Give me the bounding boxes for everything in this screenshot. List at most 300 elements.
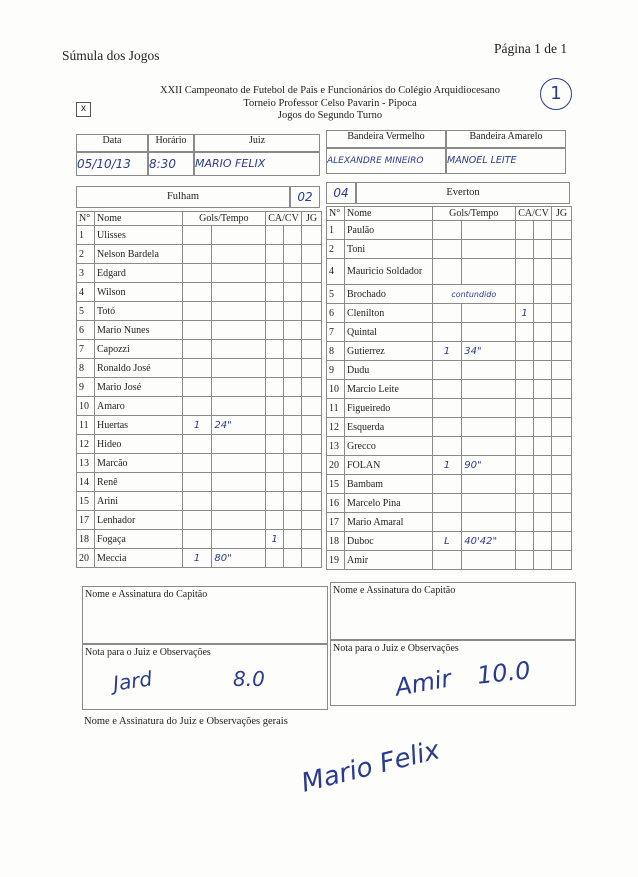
document-title: Súmula dos Jogos [62,48,160,63]
player-goals [182,359,212,378]
player-goal-time [462,361,516,380]
player-row [327,532,572,551]
player-goals [432,323,462,342]
player-number: 8 [327,342,345,361]
player-name: Mauricio Soldador [344,259,432,285]
player-goal-time [212,454,266,473]
player-number: 6 [327,304,345,323]
title-line-1: XXII Campeonato de Futebol de Pais e Funcionários do Colégio Arquidiocesano [159,85,501,96]
home-score: 02 [290,186,320,208]
player-card [516,494,534,513]
player-cv [534,221,552,240]
player-goal-time [212,226,266,245]
player-cv [284,473,302,492]
player-jg [302,264,322,283]
player-number: 3 [77,264,95,283]
player-cv [534,437,552,456]
player-number: 4 [77,283,95,302]
player-name: Arini [94,492,182,511]
value-bandeira-amarelo: MANOEL LEITE [446,148,566,174]
player-goal-time [212,283,266,302]
player-name: Amir [344,551,432,570]
player-name: Marcão [94,454,182,473]
player-number: 5 [327,285,345,304]
away-captain-signature: Amir [392,664,454,702]
player-goals [182,378,212,397]
player-goal-time [212,435,266,454]
player-name: Bambam [344,475,432,494]
player-row [327,475,572,494]
player-number: 20 [327,456,345,475]
player-row [327,342,572,361]
player-cv [284,340,302,359]
championship-title [120,85,540,123]
home-captain-box [82,586,328,644]
player-cv [534,551,552,570]
player-goals [182,226,212,245]
player-goals [182,283,212,302]
away-referee-note: 10.0 [475,656,532,690]
player-card [266,321,284,340]
away-note-label: Nota para o Juiz e Observações [333,643,459,654]
player-card [266,302,284,321]
player-name: Lenhador [94,511,182,530]
player-name: Toni [344,240,432,259]
player-jg [302,492,322,511]
player-card [266,378,284,397]
player-goal-time [212,397,266,416]
player-number: 19 [327,551,345,570]
value-bandeira-vermelho: ALEXANDRE MINEIRO [326,148,446,174]
player-goal-time [462,475,516,494]
player-goals [432,240,462,259]
player-row [327,323,572,342]
col-gols-tempo: Gols/Tempo [432,207,516,221]
player-goal-time [462,494,516,513]
player-cv [534,475,552,494]
player-jg [302,340,322,359]
col-gols-tempo: Gols/Tempo [182,212,265,226]
player-name: Clenilton [344,304,432,323]
away-captain-label: Nome e Assinatura do Capitão [333,585,456,596]
player-row [327,285,572,304]
player-number: 5 [77,302,95,321]
player-cv [284,321,302,340]
player-cv [534,240,552,259]
player-row [77,530,322,549]
player-goal-time [462,399,516,418]
player-jg [552,418,572,437]
player-goals [432,437,462,456]
value-horario: 8:30 [148,152,194,176]
player-cv [534,342,552,361]
home-captain-signature: Jard [111,666,154,696]
player-card [266,264,284,283]
player-row [327,361,572,380]
player-row [77,378,322,397]
player-number: 7 [327,323,345,342]
player-jg [302,549,322,568]
player-jg [552,221,572,240]
player-cv [534,285,552,304]
player-cv [284,359,302,378]
away-captain-box [330,582,576,640]
value-juiz: MARIO FELIX [194,152,320,176]
player-goals [182,302,212,321]
player-number: 20 [77,549,95,568]
player-jg [552,285,572,304]
player-goals [432,304,462,323]
player-jg [302,378,322,397]
player-row [327,456,572,475]
player-name: Amaro [94,397,182,416]
player-card [516,532,534,551]
player-number: 18 [327,532,345,551]
player-row [77,549,322,568]
player-card [516,361,534,380]
player-goal-time [212,340,266,359]
player-row [77,397,322,416]
player-number: 2 [327,240,345,259]
player-jg [552,437,572,456]
referee-signature: Mario Felix [298,735,443,799]
player-number: 15 [77,492,95,511]
player-jg [552,304,572,323]
player-card [516,418,534,437]
player-card [266,511,284,530]
player-name: Esquerda [344,418,432,437]
player-row [77,359,322,378]
player-number: 13 [77,454,95,473]
player-goals [182,340,212,359]
player-cv [534,532,552,551]
away-note-box [330,640,576,706]
player-card [266,454,284,473]
player-number: 17 [327,513,345,532]
player-goal-time: 90" [462,456,516,475]
player-goal-time [462,240,516,259]
player-card [266,283,284,302]
player-goal-time [212,359,266,378]
player-goals: L [432,532,462,551]
player-card [516,399,534,418]
circled-game-number: 1 [540,78,572,110]
player-row [327,240,572,259]
player-jg [302,321,322,340]
player-card: 1 [266,530,284,549]
player-goals [182,245,212,264]
player-cv [284,378,302,397]
player-goals: 1 [432,456,462,475]
player-card [516,380,534,399]
player-name: Marcelo Pina [344,494,432,513]
player-card [266,549,284,568]
player-goals [432,418,462,437]
player-card [266,340,284,359]
player-goals [182,492,212,511]
player-cv [534,513,552,532]
player-goal-time [212,492,266,511]
player-name: Ronaldo José [94,359,182,378]
player-goals [182,511,212,530]
col-jg: JG [552,207,572,221]
player-name: Nelson Bardela [94,245,182,264]
player-number: 7 [77,340,95,359]
player-row [327,304,572,323]
page-number: Página 1 de 1 [494,41,568,56]
player-row [77,340,322,359]
player-goal-time [462,221,516,240]
player-cv [284,245,302,264]
player-number: 9 [77,378,95,397]
player-cv [284,454,302,473]
player-jg [302,397,322,416]
player-name: Renê [94,473,182,492]
col-num: N° [77,212,95,226]
col-name: Nome [344,207,432,221]
player-cv [284,226,302,245]
player-number: 4 [327,259,345,285]
player-cv [534,418,552,437]
player-row [327,418,572,437]
away-players-table [326,206,572,570]
player-name: Edgard [94,264,182,283]
player-jg [302,530,322,549]
player-jg [552,323,572,342]
player-jg [552,456,572,475]
player-card [516,221,534,240]
col-ca-cv: CA/CV [266,212,302,226]
player-jg [302,226,322,245]
player-jg [552,259,572,285]
player-cv [284,530,302,549]
player-name: Hideo [94,435,182,454]
player-cv [534,304,552,323]
player-card [266,492,284,511]
title-line-3: Jogos do Segundo Turno [277,110,383,121]
player-goal-time [212,511,266,530]
player-card [516,456,534,475]
player-goals [182,264,212,283]
player-goal-time [462,304,516,323]
title-line-2: Torneio Professor Celso Pavarin - Pipoca [243,97,417,109]
player-goals [182,435,212,454]
label-juiz: Juiz [194,134,320,152]
player-row [77,492,322,511]
player-number: 18 [77,530,95,549]
player-cv [284,264,302,283]
player-number: 10 [327,380,345,399]
player-goals: contundido [432,285,516,304]
value-data: 05/10/13 [76,152,148,176]
player-name: Mario Nunes [94,321,182,340]
player-row [77,283,322,302]
player-goal-time [462,380,516,399]
player-number: 2 [77,245,95,264]
player-goal-time [462,323,516,342]
player-name: Huertas [94,416,182,435]
player-name: Dudu [344,361,432,380]
referee-signature-label: Nome e Assinatura do Juiz e Observações gerais [84,716,288,727]
player-card [266,473,284,492]
player-name: Gutierrez [344,342,432,361]
col-jg: JG [302,212,322,226]
player-row [77,416,322,435]
player-number: 1 [77,226,95,245]
player-jg [302,435,322,454]
player-jg [302,511,322,530]
player-number: 11 [77,416,95,435]
player-card [266,226,284,245]
player-card [516,285,534,304]
player-row [327,221,572,240]
player-jg [552,513,572,532]
player-card [266,359,284,378]
col-name: Nome [94,212,182,226]
player-row [77,435,322,454]
player-cv [284,397,302,416]
player-number: 15 [327,475,345,494]
player-cv [284,283,302,302]
player-goals [432,513,462,532]
player-name: Paulão [344,221,432,240]
player-cv [284,511,302,530]
player-row [77,302,322,321]
col-ca-cv: CA/CV [516,207,552,221]
player-name: Quintal [344,323,432,342]
player-goal-time: 40'42" [462,532,516,551]
player-jg [302,454,322,473]
player-row [327,380,572,399]
home-team-name: Fulham [76,186,290,208]
player-row [77,226,322,245]
player-goal-time [212,378,266,397]
player-cv [284,416,302,435]
player-goals [182,321,212,340]
player-goal-time [462,551,516,570]
player-cv [284,302,302,321]
player-card [516,342,534,361]
player-goal-time [212,530,266,549]
player-goal-time [462,513,516,532]
home-note-box [82,644,328,710]
player-cv [284,549,302,568]
player-row [77,511,322,530]
player-jg [552,240,572,259]
player-goals: 1 [432,342,462,361]
label-bandeira-vermelho: Bandeira Vermelho [326,130,446,148]
player-goal-time: 80" [212,549,266,568]
player-card [516,475,534,494]
player-row [327,551,572,570]
player-number: 6 [77,321,95,340]
player-name: Brochado [344,285,432,304]
home-note-label: Nota para o Juiz e Observações [85,647,211,658]
player-card [266,397,284,416]
player-row [77,454,322,473]
player-number: 9 [327,361,345,380]
player-jg [552,532,572,551]
player-goals [432,259,462,285]
player-row [327,259,572,285]
player-name: Marcio Leite [344,380,432,399]
player-name: Grecco [344,437,432,456]
player-jg [552,361,572,380]
player-name: Duboc [344,532,432,551]
label-horario: Horário [148,134,194,152]
player-cv [534,399,552,418]
player-number: 13 [327,437,345,456]
player-card [516,437,534,456]
player-row [77,245,322,264]
player-jg [302,359,322,378]
player-name: Totó [94,302,182,321]
player-goals [182,454,212,473]
away-score: 04 [326,182,356,204]
player-cv [534,456,552,475]
player-goals [182,473,212,492]
player-name: FOLAN [344,456,432,475]
player-cv [534,323,552,342]
home-captain-label: Nome e Assinatura do Capitão [85,589,208,600]
player-goal-time [462,259,516,285]
col-num: N° [327,207,345,221]
away-team-name: Everton [356,182,570,204]
player-goal-time [212,473,266,492]
player-row [327,513,572,532]
player-jg [552,380,572,399]
player-goals [432,361,462,380]
player-number: 1 [327,221,345,240]
player-number: 17 [77,511,95,530]
player-jg [302,245,322,264]
player-goal-time [462,437,516,456]
player-goals [432,551,462,570]
player-cv [284,492,302,511]
player-jg [302,283,322,302]
player-jg [552,342,572,361]
player-goals [432,475,462,494]
home-players-table [76,211,322,568]
player-cv [534,361,552,380]
player-row [77,264,322,283]
player-name: Capozzi [94,340,182,359]
player-card [266,245,284,264]
player-cv [534,494,552,513]
player-goals: 1 [182,416,212,435]
player-jg [552,399,572,418]
player-goals [182,530,212,549]
player-jg [552,494,572,513]
player-card [516,513,534,532]
player-row [77,473,322,492]
player-row [327,399,572,418]
player-goal-time [212,245,266,264]
player-jg [552,551,572,570]
player-number: 12 [77,435,95,454]
player-number: 8 [77,359,95,378]
player-card [266,435,284,454]
player-goals [432,380,462,399]
player-card: 1 [516,304,534,323]
player-goals [182,397,212,416]
player-name: Mario José [94,378,182,397]
player-cv [534,380,552,399]
label-bandeira-amarelo: Bandeira Amarelo [446,130,566,148]
player-number: 10 [77,397,95,416]
player-goal-time: 34" [462,342,516,361]
player-jg [302,416,322,435]
